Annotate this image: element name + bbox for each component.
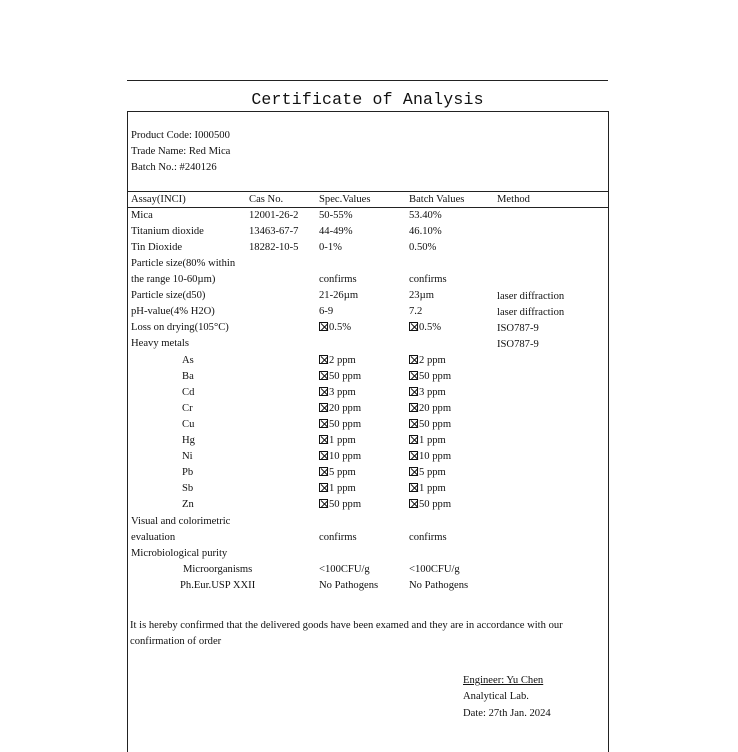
column-header-cas: Cas No. (249, 194, 284, 205)
assay-name: pH-value(4% H2O) (131, 306, 215, 317)
spec-value: 1 ppm (329, 483, 356, 494)
assay-name: Titanium dioxide (131, 226, 204, 237)
micro-label: Microbiological purity (131, 548, 228, 559)
spec-value-cell (319, 434, 356, 447)
batch-value: 50 ppm (419, 499, 452, 510)
metal-name: Pb (182, 467, 194, 478)
batch-value-cell (409, 450, 451, 463)
crossed-box-icon (319, 322, 328, 331)
batch-value-cell (409, 354, 446, 367)
batch-value: 50 ppm (419, 371, 452, 382)
crossed-box-icon (409, 467, 418, 476)
crossed-box-icon (409, 435, 418, 444)
batch-value-cell (409, 482, 446, 495)
batch-value-cell (409, 498, 451, 511)
visual-label-line2: evaluation (131, 532, 176, 543)
method-value: laser diffraction (497, 307, 565, 318)
batch-value: 23µm (409, 290, 434, 301)
batch-number: Batch No.: #240126 (131, 162, 217, 173)
assay-name: Heavy metals (131, 338, 189, 349)
batch-value: 2 ppm (419, 355, 446, 366)
micro-batch-value: <100CFU/g (409, 564, 460, 575)
crossed-box-icon (409, 355, 418, 364)
batch-value-cell (409, 370, 451, 383)
batch-value: 7.2 (409, 306, 423, 317)
spec-value-cell (319, 482, 356, 495)
batch-value: confirms (409, 274, 447, 285)
crossed-box-icon (319, 451, 328, 460)
crossed-box-icon (319, 483, 328, 492)
crossed-box-icon (319, 499, 328, 508)
metal-name: Ba (182, 371, 194, 382)
spec-value: 1 ppm (329, 435, 356, 446)
batch-value: 5 ppm (419, 467, 446, 478)
batch-value: 50 ppm (419, 419, 452, 430)
metal-name: Cr (182, 403, 193, 414)
micro-row-name: Ph.Eur.USP XXII (180, 580, 256, 591)
spec-value: 3 ppm (329, 387, 356, 398)
cas-number: 18282-10-5 (249, 242, 299, 253)
lab-name: Analytical Lab. (463, 691, 529, 702)
assay-name: Particle size(d50) (131, 290, 206, 301)
spec-value: 0-1% (319, 242, 342, 253)
cas-number: 13463-67-7 (249, 226, 299, 237)
batch-value-cell (409, 434, 446, 447)
spec-value: 50 ppm (329, 371, 362, 382)
spec-value: 5 ppm (329, 467, 356, 478)
metal-name: Cu (182, 419, 195, 430)
visual-batch-value: confirms (409, 532, 447, 543)
column-header-spec: Spec.Values (319, 194, 371, 205)
crossed-box-icon (319, 467, 328, 476)
crossed-box-icon (409, 451, 418, 460)
metal-name: Zn (182, 499, 194, 510)
batch-value: 0.5% (419, 322, 442, 333)
spec-value: 50 ppm (329, 499, 362, 510)
spec-value-cell (319, 386, 356, 399)
spec-value-cell (319, 370, 361, 383)
metal-name: Cd (182, 387, 195, 398)
crossed-box-icon (319, 419, 328, 428)
crossed-box-icon (409, 419, 418, 428)
spec-value: 50-55% (319, 210, 353, 221)
certificate-date: Date: 27th Jan. 2024 (463, 708, 551, 719)
batch-value: 53.40% (409, 210, 442, 221)
column-header-batch: Batch Values (409, 194, 465, 205)
spec-value: 21-26µm (319, 290, 359, 301)
spec-value: 50 ppm (329, 419, 362, 430)
product-code: Product Code: I000500 (131, 130, 230, 141)
assay-name: Tin Dioxide (131, 242, 183, 253)
metal-name: Hg (182, 435, 195, 446)
engineer-signature: Engineer: Yu Chen (463, 675, 544, 686)
trade-name: Trade Name: Red Mica (131, 146, 231, 157)
crossed-box-icon (319, 355, 328, 364)
spec-value-cell (319, 466, 356, 479)
micro-row-name: Microorganisms (183, 564, 253, 575)
micro-spec-value: <100CFU/g (319, 564, 370, 575)
metal-name: As (182, 355, 194, 366)
spec-value: confirms (319, 274, 357, 285)
metal-name: Ni (182, 451, 193, 462)
metal-name: Sb (182, 483, 194, 494)
spec-value: 2 ppm (329, 355, 356, 366)
spec-value: 0.5% (329, 322, 352, 333)
confirmation-statement: It is hereby confirmed that the delivered goods have been examed and they are in accordance with our confirmation of order (130, 620, 563, 647)
batch-value: 20 ppm (419, 403, 452, 414)
method-value: ISO787-9 (497, 323, 539, 334)
batch-value: 1 ppm (419, 435, 446, 446)
batch-value: 0.50% (409, 242, 437, 253)
batch-value-cell (409, 321, 441, 334)
micro-batch-value: No Pathogens (409, 580, 469, 591)
cas-number: 12001-26-2 (249, 210, 299, 221)
visual-spec-value: confirms (319, 532, 357, 543)
crossed-box-icon (319, 371, 328, 380)
spec-value-cell (319, 498, 361, 511)
spec-value-cell (319, 402, 361, 415)
table-header-bottom-rule (127, 207, 608, 208)
batch-value: 1 ppm (419, 483, 446, 494)
crossed-box-icon (319, 387, 328, 396)
batch-value-cell (409, 466, 446, 479)
crossed-box-icon (409, 403, 418, 412)
crossed-box-icon (319, 403, 328, 412)
spec-value: 6-9 (319, 306, 334, 317)
visual-label-line1: Visual and colorimetric (131, 516, 231, 527)
spec-value: 20 ppm (329, 403, 362, 414)
assay-name: the range 10-60µm) (131, 274, 216, 285)
batch-value-cell (409, 418, 451, 431)
table-header-top-rule (127, 191, 608, 192)
crossed-box-icon (409, 387, 418, 396)
batch-value: 10 ppm (419, 451, 452, 462)
crossed-box-icon (409, 483, 418, 492)
micro-spec-value: No Pathogens (319, 580, 379, 591)
column-header-method: Method (497, 194, 530, 205)
assay-name: Loss on drying(105°C) (131, 322, 229, 333)
batch-value-cell (409, 386, 446, 399)
spec-value-cell (319, 450, 361, 463)
spec-value-cell (319, 418, 361, 431)
crossed-box-icon (409, 322, 418, 331)
spec-value-cell (319, 321, 351, 334)
spec-value: 44-49% (319, 226, 353, 237)
batch-value-cell (409, 402, 451, 415)
document-title: Certificate of Analysis (251, 90, 484, 109)
crossed-box-icon (319, 435, 328, 444)
spec-value: 10 ppm (329, 451, 362, 462)
top-rule (127, 80, 608, 81)
method-value: laser diffraction (497, 291, 565, 302)
crossed-box-icon (409, 371, 418, 380)
spec-value-cell (319, 354, 356, 367)
batch-value: 46.10% (409, 226, 442, 237)
batch-value: 3 ppm (419, 387, 446, 398)
column-header-assay: Assay(INCI) (131, 194, 186, 205)
method-value: ISO787-9 (497, 339, 539, 350)
crossed-box-icon (409, 499, 418, 508)
assay-name: Mica (131, 210, 153, 221)
assay-name: Particle size(80% within (131, 258, 236, 269)
